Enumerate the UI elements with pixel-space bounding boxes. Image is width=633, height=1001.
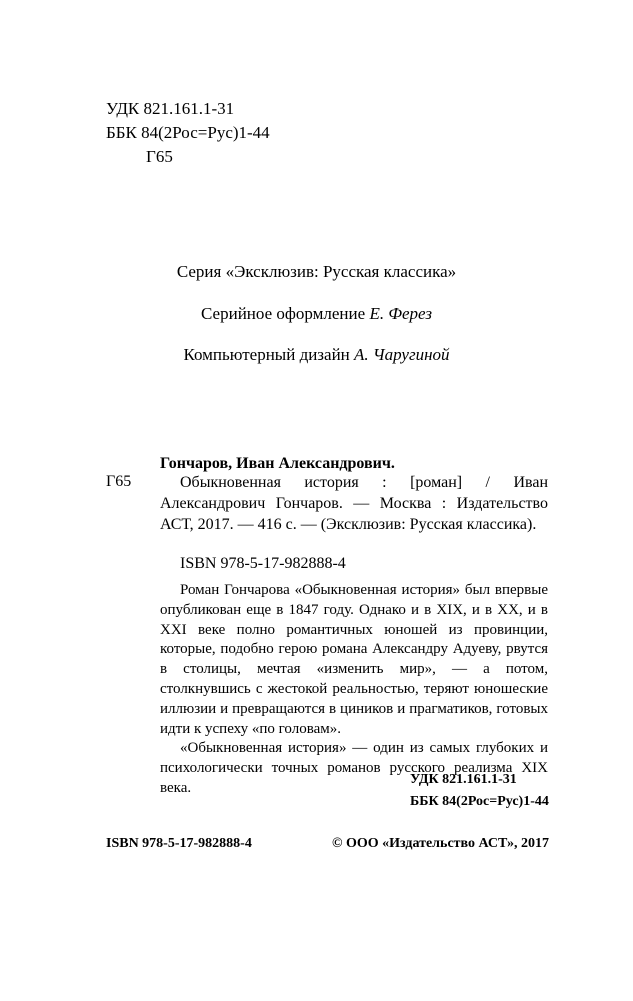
classification-repeat-block bbox=[410, 769, 549, 813]
bibliographic-text: Обыкновенная история : [роман] / Иван Александрович Гончаров. — Москва : Издательство АСТ, 2017. — 416 с. — (Эксклюзив: Русская классика). bbox=[160, 474, 548, 533]
author-sign: Г65 bbox=[146, 147, 173, 166]
udk-code-repeat: УДК 821.161.1-31 bbox=[410, 772, 517, 787]
author-sign-bibliographic: Г65 bbox=[106, 473, 132, 490]
bbk-code-repeat: ББК 84(2Рос=Рус)1-44 bbox=[410, 794, 549, 809]
computer-designer-name: А. Чаругиной bbox=[354, 345, 450, 364]
series-designer-name: Е. Ферез bbox=[369, 304, 432, 323]
computer-design-label: Компьютерный дизайн bbox=[183, 345, 350, 364]
annotation bbox=[160, 581, 548, 799]
series-design-line bbox=[0, 304, 633, 324]
annotation-paragraph-2: «Обыкновенная история» — один из самых глубоких и психологически точных романов русского реализма XIX века. bbox=[160, 740, 548, 796]
computer-design-line bbox=[0, 345, 633, 365]
isbn-bibliographic: ISBN 978-5-17-982888-4 bbox=[180, 555, 346, 572]
bibliographic-description bbox=[160, 472, 548, 535]
author-heading: Гончаров, Иван Александрович. bbox=[160, 455, 395, 472]
series-design-label: Серийное оформление bbox=[201, 304, 366, 323]
classification-block bbox=[106, 97, 270, 169]
series-line: Серия «Эксклюзив: Русская классика» bbox=[176, 262, 457, 281]
annotation-paragraph-1: Роман Гончарова «Обыкновенная история» был впервые опубликован еще в 1847 году. Однако и в XIX, и в XX, и в XXI веке полно романтичных юношей из провинции, которые, подобно герою романа Александру Адуеву, рвутся в столицы, мечтая «изменить мир», — а потом, столкнувшись с жестокой реальностью, теряют юношеские иллюзии и превращаются в циников и прагматиков, готовых идти к успеху «по головам». bbox=[160, 582, 548, 737]
bbk-code: ББК 84(2Рос=Рус)1-44 bbox=[106, 123, 270, 142]
udk-code: УДК 821.161.1-31 bbox=[106, 99, 235, 118]
copyright: © ООО «Издательство АСТ», 2017 bbox=[331, 836, 549, 851]
isbn-footer: ISBN 978-5-17-982888-4 bbox=[106, 836, 252, 851]
